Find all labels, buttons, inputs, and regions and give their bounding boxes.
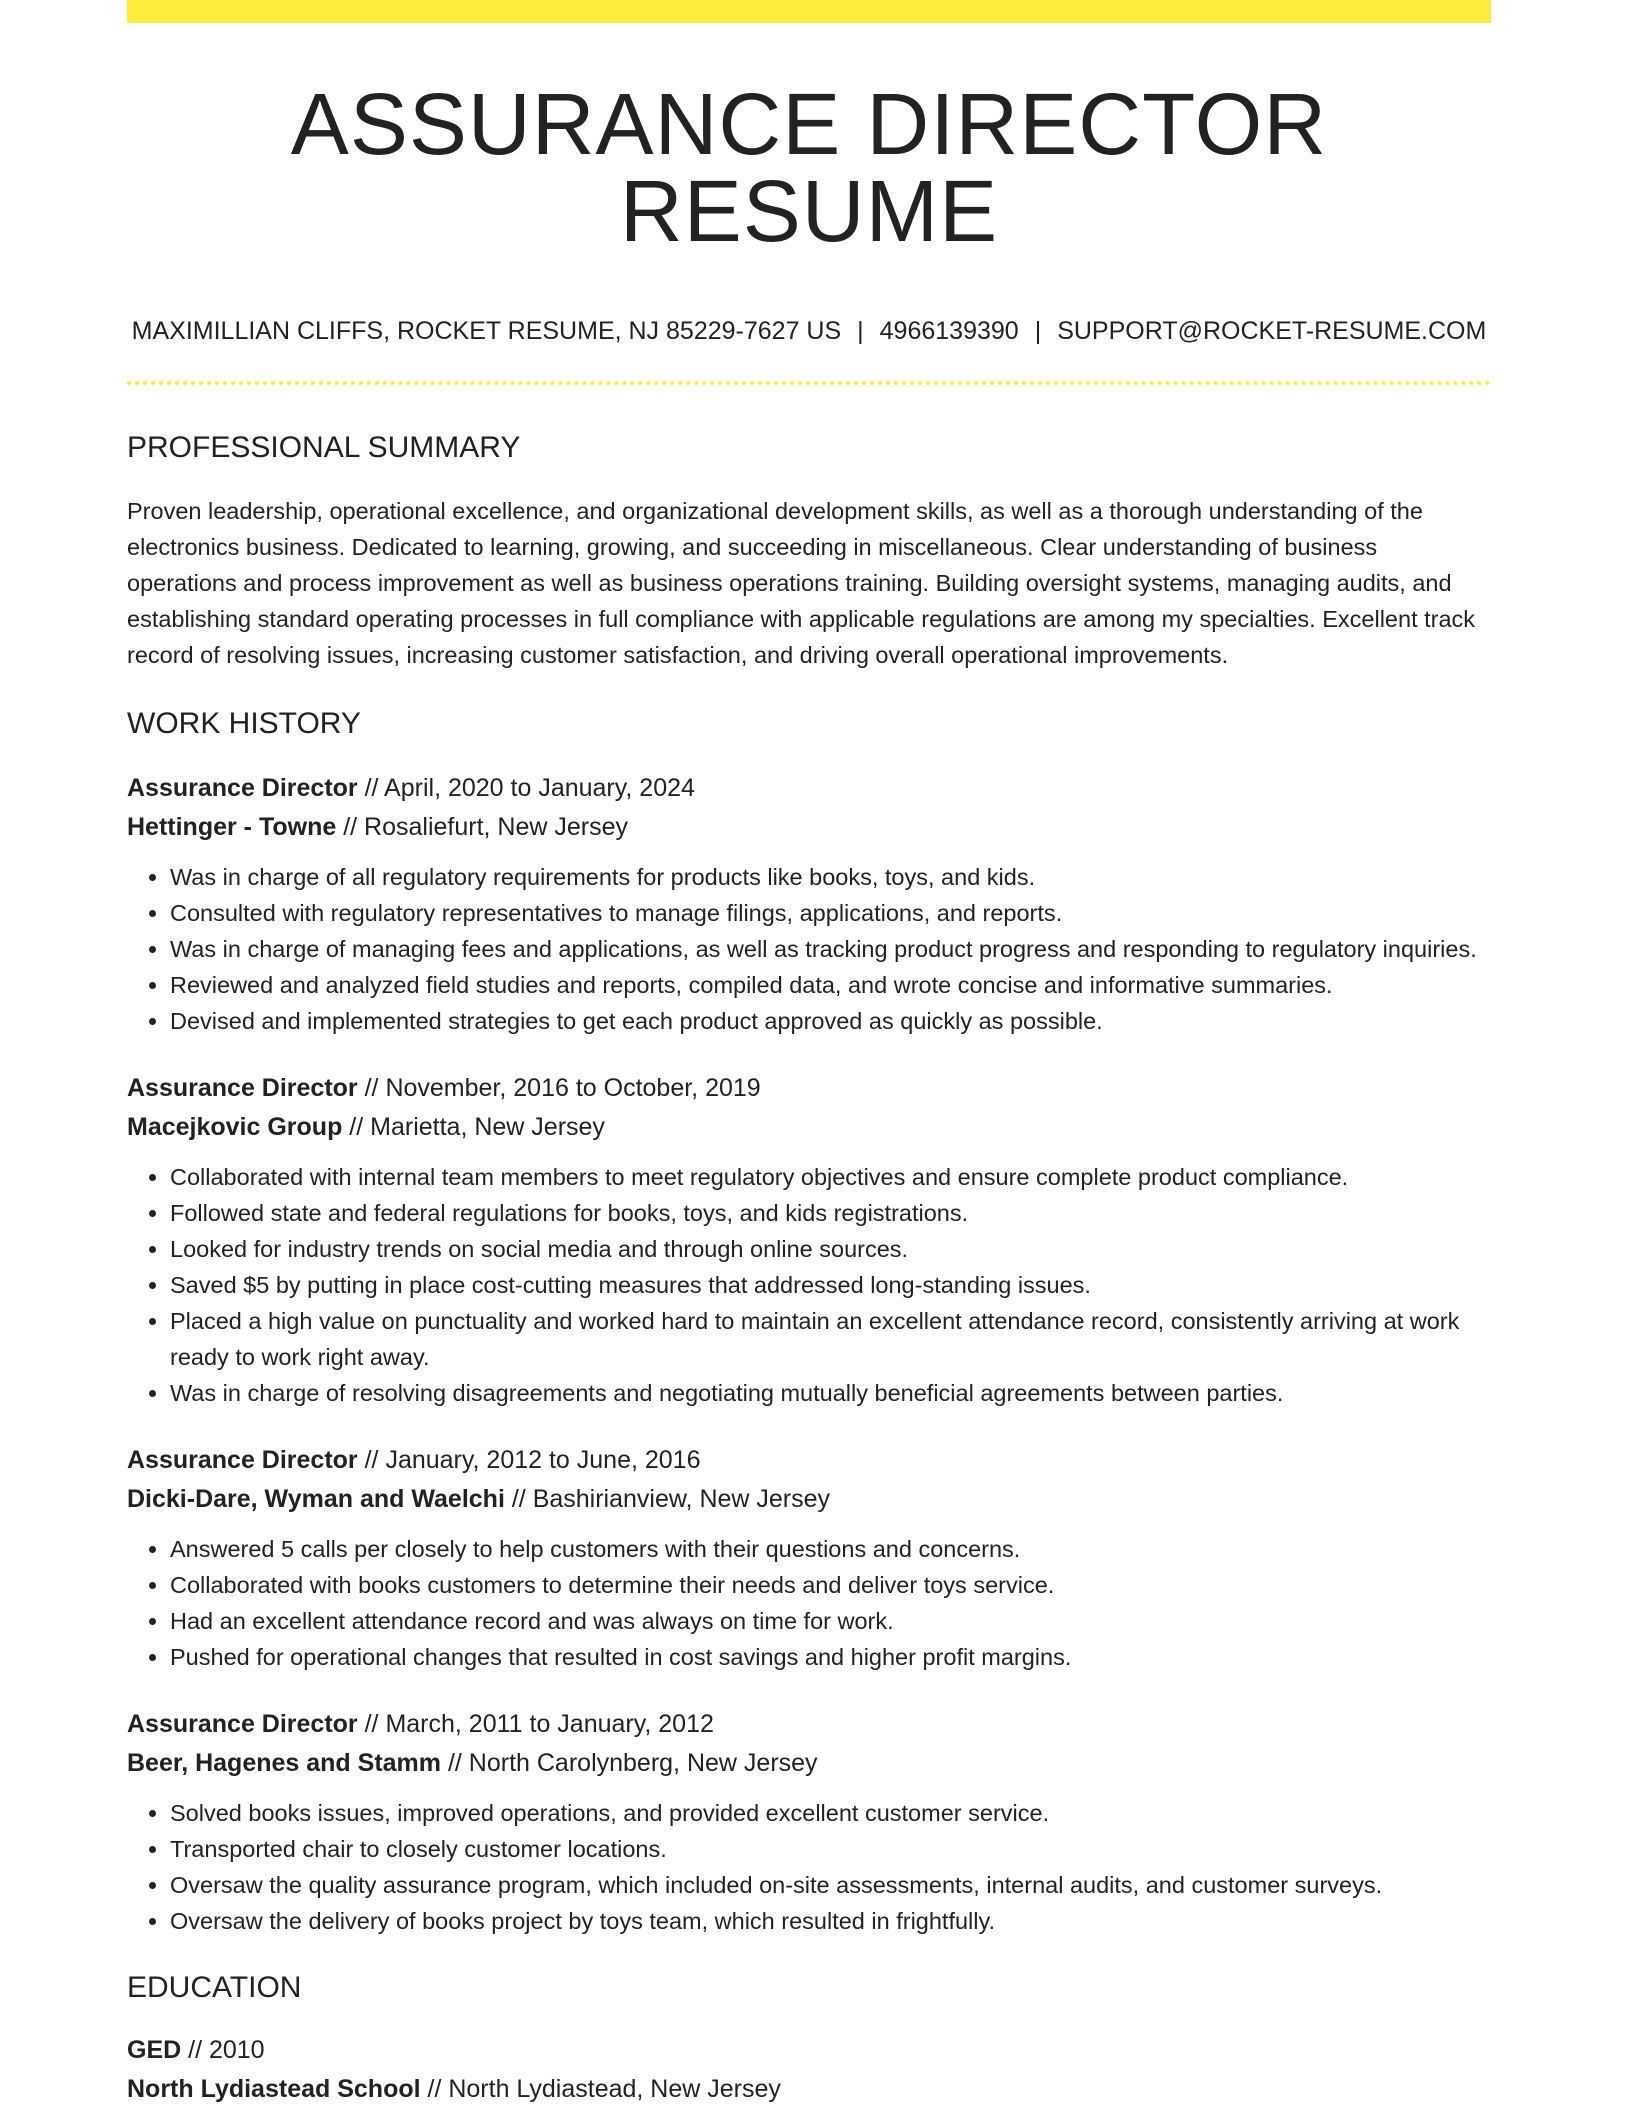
dotted-divider — [127, 381, 1491, 385]
list-item: • Transported chair to closely customer locations. — [170, 1831, 1491, 1867]
job-entry — [127, 1069, 1491, 1411]
contact-address: MAXIMILLIAN CLIFFS, ROCKET RESUME, NJ 85229-7627 US — [131, 317, 842, 345]
job-role: Assurance Director — [127, 1074, 358, 1102]
list-item: • Oversaw the delivery of books project by toys team, which resulted in frightfully. — [170, 1903, 1491, 1939]
list-item: • Oversaw the quality assurance program, which included on-site assessments, internal audits, and customer surveys. — [170, 1867, 1491, 1903]
job-bullets — [127, 859, 1491, 1039]
list-item: • Was in charge of resolving disagreements and negotiating mutually beneficial agreements between parties. — [170, 1375, 1491, 1411]
list-item: • Had an excellent attendance record and was always on time for work. — [170, 1603, 1491, 1639]
job-location: // North Carolynberg, New Jersey — [441, 1749, 818, 1777]
job-role: Assurance Director — [127, 1446, 358, 1474]
summary-text: Proven leadership, operational excellence, and organizational development skills, as well as a thorough understanding of the electronics business. Dedicated to learning, growing, and succeeding in miscellaneous. Clear understanding of business operations and process improvement as well as business operations training. Building oversight systems, managing audits, and establishing standard operating processes in full compliance with applicable regulations are among my specialties. Excellent track record of resolving issues, increasing customer satisfaction, and driving overall operational improvements. — [127, 498, 1476, 668]
job-title-line — [127, 769, 1491, 808]
contact-line — [127, 319, 1491, 344]
education-school: North Lydiastead School — [127, 2075, 421, 2103]
list-item: • Solved books issues, improved operations, and provided excellent customer service. — [170, 1795, 1491, 1831]
job-dates: // April, 2020 to January, 2024 — [357, 774, 695, 802]
education-year: // 2010 — [181, 2036, 265, 2064]
job-company: Beer, Hagenes and Stamm — [127, 1749, 442, 1777]
job-bullets — [127, 1795, 1491, 1939]
job-bullets — [127, 1531, 1491, 1675]
job-location: // Bashirianview, New Jersey — [504, 1485, 831, 1513]
job-company: Hettinger - Towne — [127, 813, 337, 841]
job-role: Assurance Director — [127, 774, 358, 802]
list-item: • Consulted with regulatory representatives to manage filings, applications, and reports. — [170, 895, 1491, 931]
job-dates: // March, 2011 to January, 2012 — [357, 1710, 714, 1738]
education-heading: EDUCATION — [127, 1971, 302, 2004]
job-location: // Rosaliefurt, New Jersey — [336, 813, 629, 841]
job-title-line — [127, 1069, 1491, 1108]
contact-separator: | — [1034, 317, 1042, 345]
job-company-line — [127, 1744, 1491, 1783]
job-company-line — [127, 1108, 1491, 1147]
job-company: Dicki-Dare, Wyman and Waelchi — [127, 1485, 505, 1513]
list-item: • Reviewed and analyzed field studies and reports, compiled data, and wrote concise and informative summaries. — [170, 967, 1491, 1003]
job-entry — [127, 1441, 1491, 1675]
job-dates: // November, 2016 to October, 2019 — [357, 1074, 761, 1102]
education-entry — [127, 2031, 1491, 2109]
job-company: Macejkovic Group — [127, 1113, 343, 1141]
job-entry — [127, 1705, 1491, 1939]
job-dates: // January, 2012 to June, 2016 — [357, 1446, 701, 1474]
contact-phone: 4966139390 — [879, 317, 1019, 345]
job-title-line — [127, 1441, 1491, 1480]
list-item: • Saved $5 by putting in place cost-cutting measures that addressed long-standing issues. — [170, 1267, 1491, 1303]
list-item: • Answered 5 calls per closely to help customers with their questions and concerns. — [170, 1531, 1491, 1567]
job-company-line — [127, 808, 1491, 847]
list-item: • Followed state and federal regulations for books, toys, and kids registrations. — [170, 1195, 1491, 1231]
job-company-line — [127, 1480, 1491, 1519]
job-role: Assurance Director — [127, 1710, 358, 1738]
job-title-line — [127, 1705, 1491, 1744]
accent-top-bar — [127, 0, 1491, 23]
job-location: // Marietta, New Jersey — [342, 1113, 605, 1141]
resume-title: ASSURANCE DIRECTOR RESUME — [290, 76, 1328, 260]
list-item: • Devised and implemented strategies to get each product approved as quickly as possible. — [170, 1003, 1491, 1039]
list-item: • Placed a high value on punctuality and worked hard to maintain an excellent attendance record, consistently arriving at work ready to work right away. — [170, 1303, 1491, 1375]
list-item: • Collaborated with books customers to determine their needs and deliver toys service. — [170, 1567, 1491, 1603]
job-entry — [127, 769, 1491, 1039]
list-item: • Pushed for operational changes that resulted in cost savings and higher profit margins. — [170, 1639, 1491, 1675]
resume-page — [127, 0, 1491, 2109]
list-item: • Collaborated with internal team members to meet regulatory objectives and ensure complete product compliance. — [170, 1159, 1491, 1195]
job-bullets — [127, 1159, 1491, 1411]
education-school-line — [127, 2070, 1491, 2109]
contact-separator: | — [857, 317, 864, 345]
list-item: • Looked for industry trends on social media and through online sources. — [170, 1231, 1491, 1267]
list-item: • Was in charge of all regulatory requirements for products like books, toys, and kids. — [170, 859, 1491, 895]
education-location: // North Lydiastead, New Jersey — [420, 2075, 781, 2103]
education-degree-line — [127, 2031, 1491, 2070]
education-degree: GED — [127, 2036, 182, 2064]
summary-heading: PROFESSIONAL SUMMARY — [127, 431, 521, 464]
contact-email: SUPPORT@ROCKET-RESUME.COM — [1057, 317, 1487, 345]
work-history-heading: WORK HISTORY — [127, 707, 361, 740]
list-item: • Was in charge of managing fees and applications, as well as tracking product progress and responding to regulatory inquiries. — [170, 931, 1491, 967]
